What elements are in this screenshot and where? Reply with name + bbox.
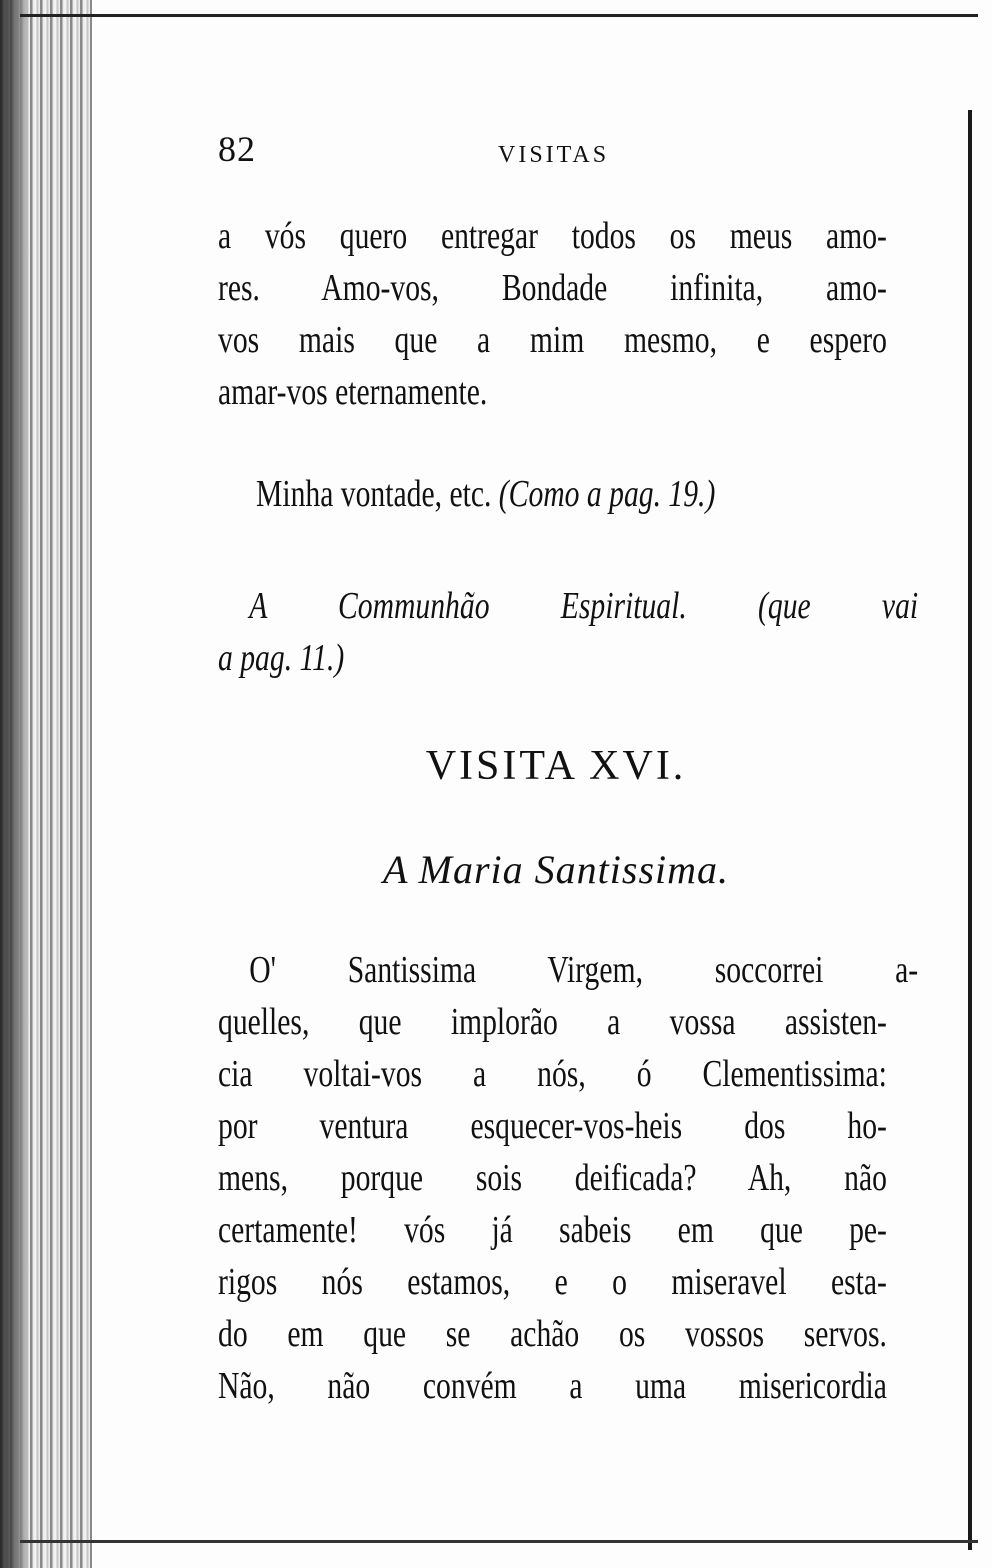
text-line: do em que se achão os vossos servos. bbox=[218, 1313, 887, 1355]
text-line: a pag. 11.) bbox=[218, 637, 345, 679]
page-bottom-edge bbox=[20, 1540, 978, 1543]
page-right-edge bbox=[968, 110, 972, 1550]
page-reference: (Como a pag. 19.) bbox=[498, 473, 716, 515]
text-line bbox=[256, 468, 887, 520]
text-line: res. Amo-vos, Bondade infinita, amo- bbox=[218, 267, 887, 309]
text-line: O' Santissima Virgem, soccorrei a- bbox=[249, 949, 919, 991]
section-heading: VISITA XVI. bbox=[425, 743, 687, 789]
text-line: certamente! vós já sabeis em que pe- bbox=[218, 1209, 887, 1251]
paragraph-4 bbox=[218, 944, 919, 1412]
section-subheading: A Maria Santissima. bbox=[382, 847, 730, 892]
page-header bbox=[218, 128, 888, 178]
paragraph-1 bbox=[218, 210, 888, 418]
text-line: a vós quero entregar todos os meus amo- bbox=[218, 215, 887, 257]
book-binding-edge bbox=[0, 0, 28, 1568]
paragraph-2 bbox=[256, 468, 888, 520]
text-line: quelles, que implorão a vossa assisten- bbox=[218, 1001, 887, 1043]
text-line: A Communhão Espiritual. (que vai bbox=[249, 585, 919, 627]
text-line: Não, não convém a uma misericordia bbox=[218, 1365, 887, 1407]
text-line: mens, porque sois deificada? Ah, não bbox=[218, 1157, 887, 1199]
page-top-edge bbox=[20, 14, 978, 17]
running-title: VISITAS bbox=[498, 142, 610, 168]
paragraph-3 bbox=[218, 580, 919, 684]
page-number: 82 bbox=[218, 129, 256, 169]
text-line: rigos nós estamos, e o miseravel esta- bbox=[218, 1261, 887, 1303]
text-line: cia voltai-vos a nós, ó Clementissima: bbox=[218, 1053, 887, 1095]
text-line: por ventura esquecer-vos-heis dos ho- bbox=[218, 1105, 887, 1147]
text-line: vos mais que a mim mesmo, e espero bbox=[218, 319, 887, 361]
text-line: amar-vos eternamente. bbox=[218, 371, 488, 413]
prayer-title: Minha vontade, etc. bbox=[256, 473, 492, 515]
